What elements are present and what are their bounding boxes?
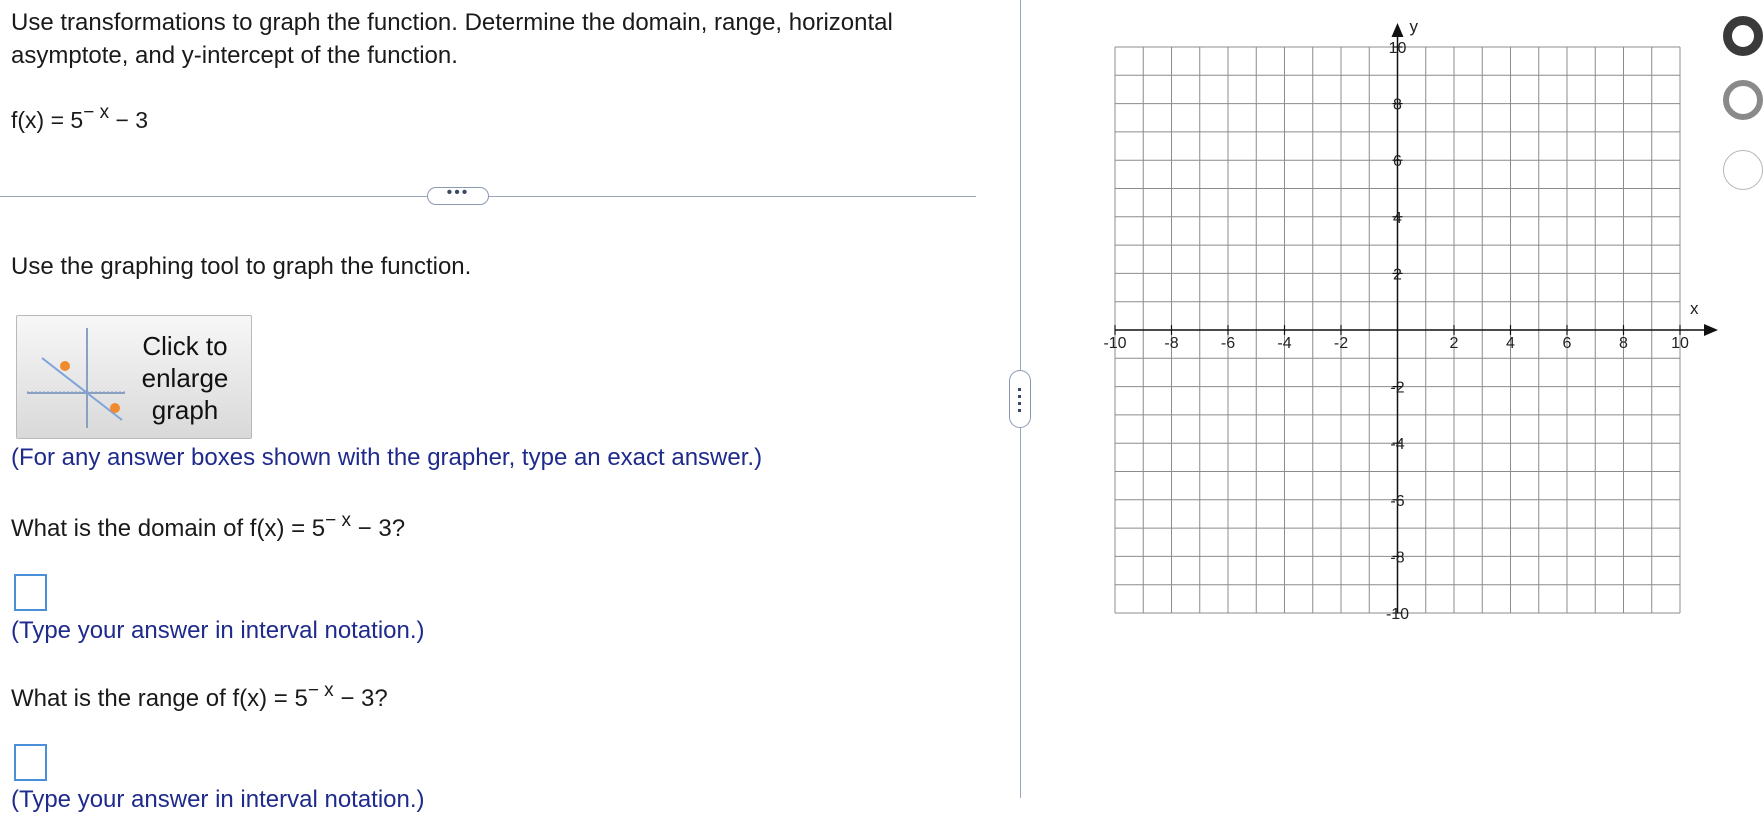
x-tick-label: -6 [1220, 335, 1236, 352]
y-tick-label: -8 [1390, 549, 1405, 567]
answer-note: (For any answer boxes shown with the grapher, type an exact answer.) [11, 444, 763, 471]
function-definition [11, 102, 149, 134]
x-tick-label: 10 [1671, 335, 1689, 352]
x-tick-label: 6 [1562, 335, 1572, 352]
x-tick-label: -2 [1333, 335, 1349, 352]
x-tick-label: 2 [1449, 335, 1459, 352]
axes [1115, 23, 1718, 613]
range-hint: (Type your answer in interval notation.) [11, 786, 425, 813]
graph-tool-button-3[interactable] [1723, 150, 1763, 190]
y-axis-arrow-icon [1392, 23, 1404, 37]
x-tick-label: -4 [1277, 335, 1292, 352]
y-tick-label: 8 [1393, 96, 1402, 114]
range-answer-input[interactable] [14, 744, 47, 781]
graphing-grid[interactable] [1095, 10, 1720, 630]
function-exponent: − x [83, 102, 110, 123]
function-rhs: − 3 [109, 107, 149, 133]
enlarge-graph-label: Click to enlarge graph [141, 331, 229, 425]
function-lhs: f(x) = 5 [11, 107, 84, 133]
x-axis-label: x [1690, 299, 1699, 318]
axis-tick-labels [1103, 40, 1689, 623]
y-tick-label: -6 [1390, 492, 1405, 510]
graph-instruction: Use the graphing tool to graph the function. [11, 253, 472, 280]
graph-thumbnail-icon [27, 328, 125, 428]
x-tick-label: -10 [1103, 335, 1127, 352]
y-tick-label: -4 [1390, 436, 1405, 454]
pane-resize-handle[interactable] [1009, 370, 1031, 428]
y-tick-label: 6 [1393, 153, 1402, 171]
question-instructions: Use transformations to graph the function. Determine the domain, range, horizontal asymptote, and y-intercept of the function. [11, 9, 893, 69]
domain-question: What is the domain of $f(x) = 5^{- x} - 3$? [11, 510, 406, 542]
graph-tool-button-2[interactable] [1723, 80, 1763, 120]
y-tick-label: -10 [1385, 606, 1410, 623]
x-tick-label: 8 [1619, 335, 1628, 352]
enlarge-graph-button[interactable] [16, 315, 252, 439]
x-tick-label: 4 [1506, 335, 1515, 352]
graph-tool-button-1[interactable] [1723, 16, 1763, 56]
y-tick-label: 10 [1388, 40, 1407, 57]
y-tick-label: 2 [1393, 266, 1402, 284]
x-axis-arrow-icon [1704, 324, 1718, 336]
x-tick-label: -8 [1164, 335, 1179, 352]
y-tick-label: -2 [1390, 379, 1405, 397]
domain-hint: (Type your answer in interval notation.) [11, 617, 425, 644]
domain-answer-input[interactable] [14, 574, 47, 611]
range-question: What is the range of $f(x) = 5^{- x} - 3$? [11, 680, 388, 712]
y-axis-label: y [1409, 17, 1418, 36]
show-more-button[interactable]: ••• [427, 187, 489, 205]
y-tick-label: 4 [1393, 209, 1402, 227]
